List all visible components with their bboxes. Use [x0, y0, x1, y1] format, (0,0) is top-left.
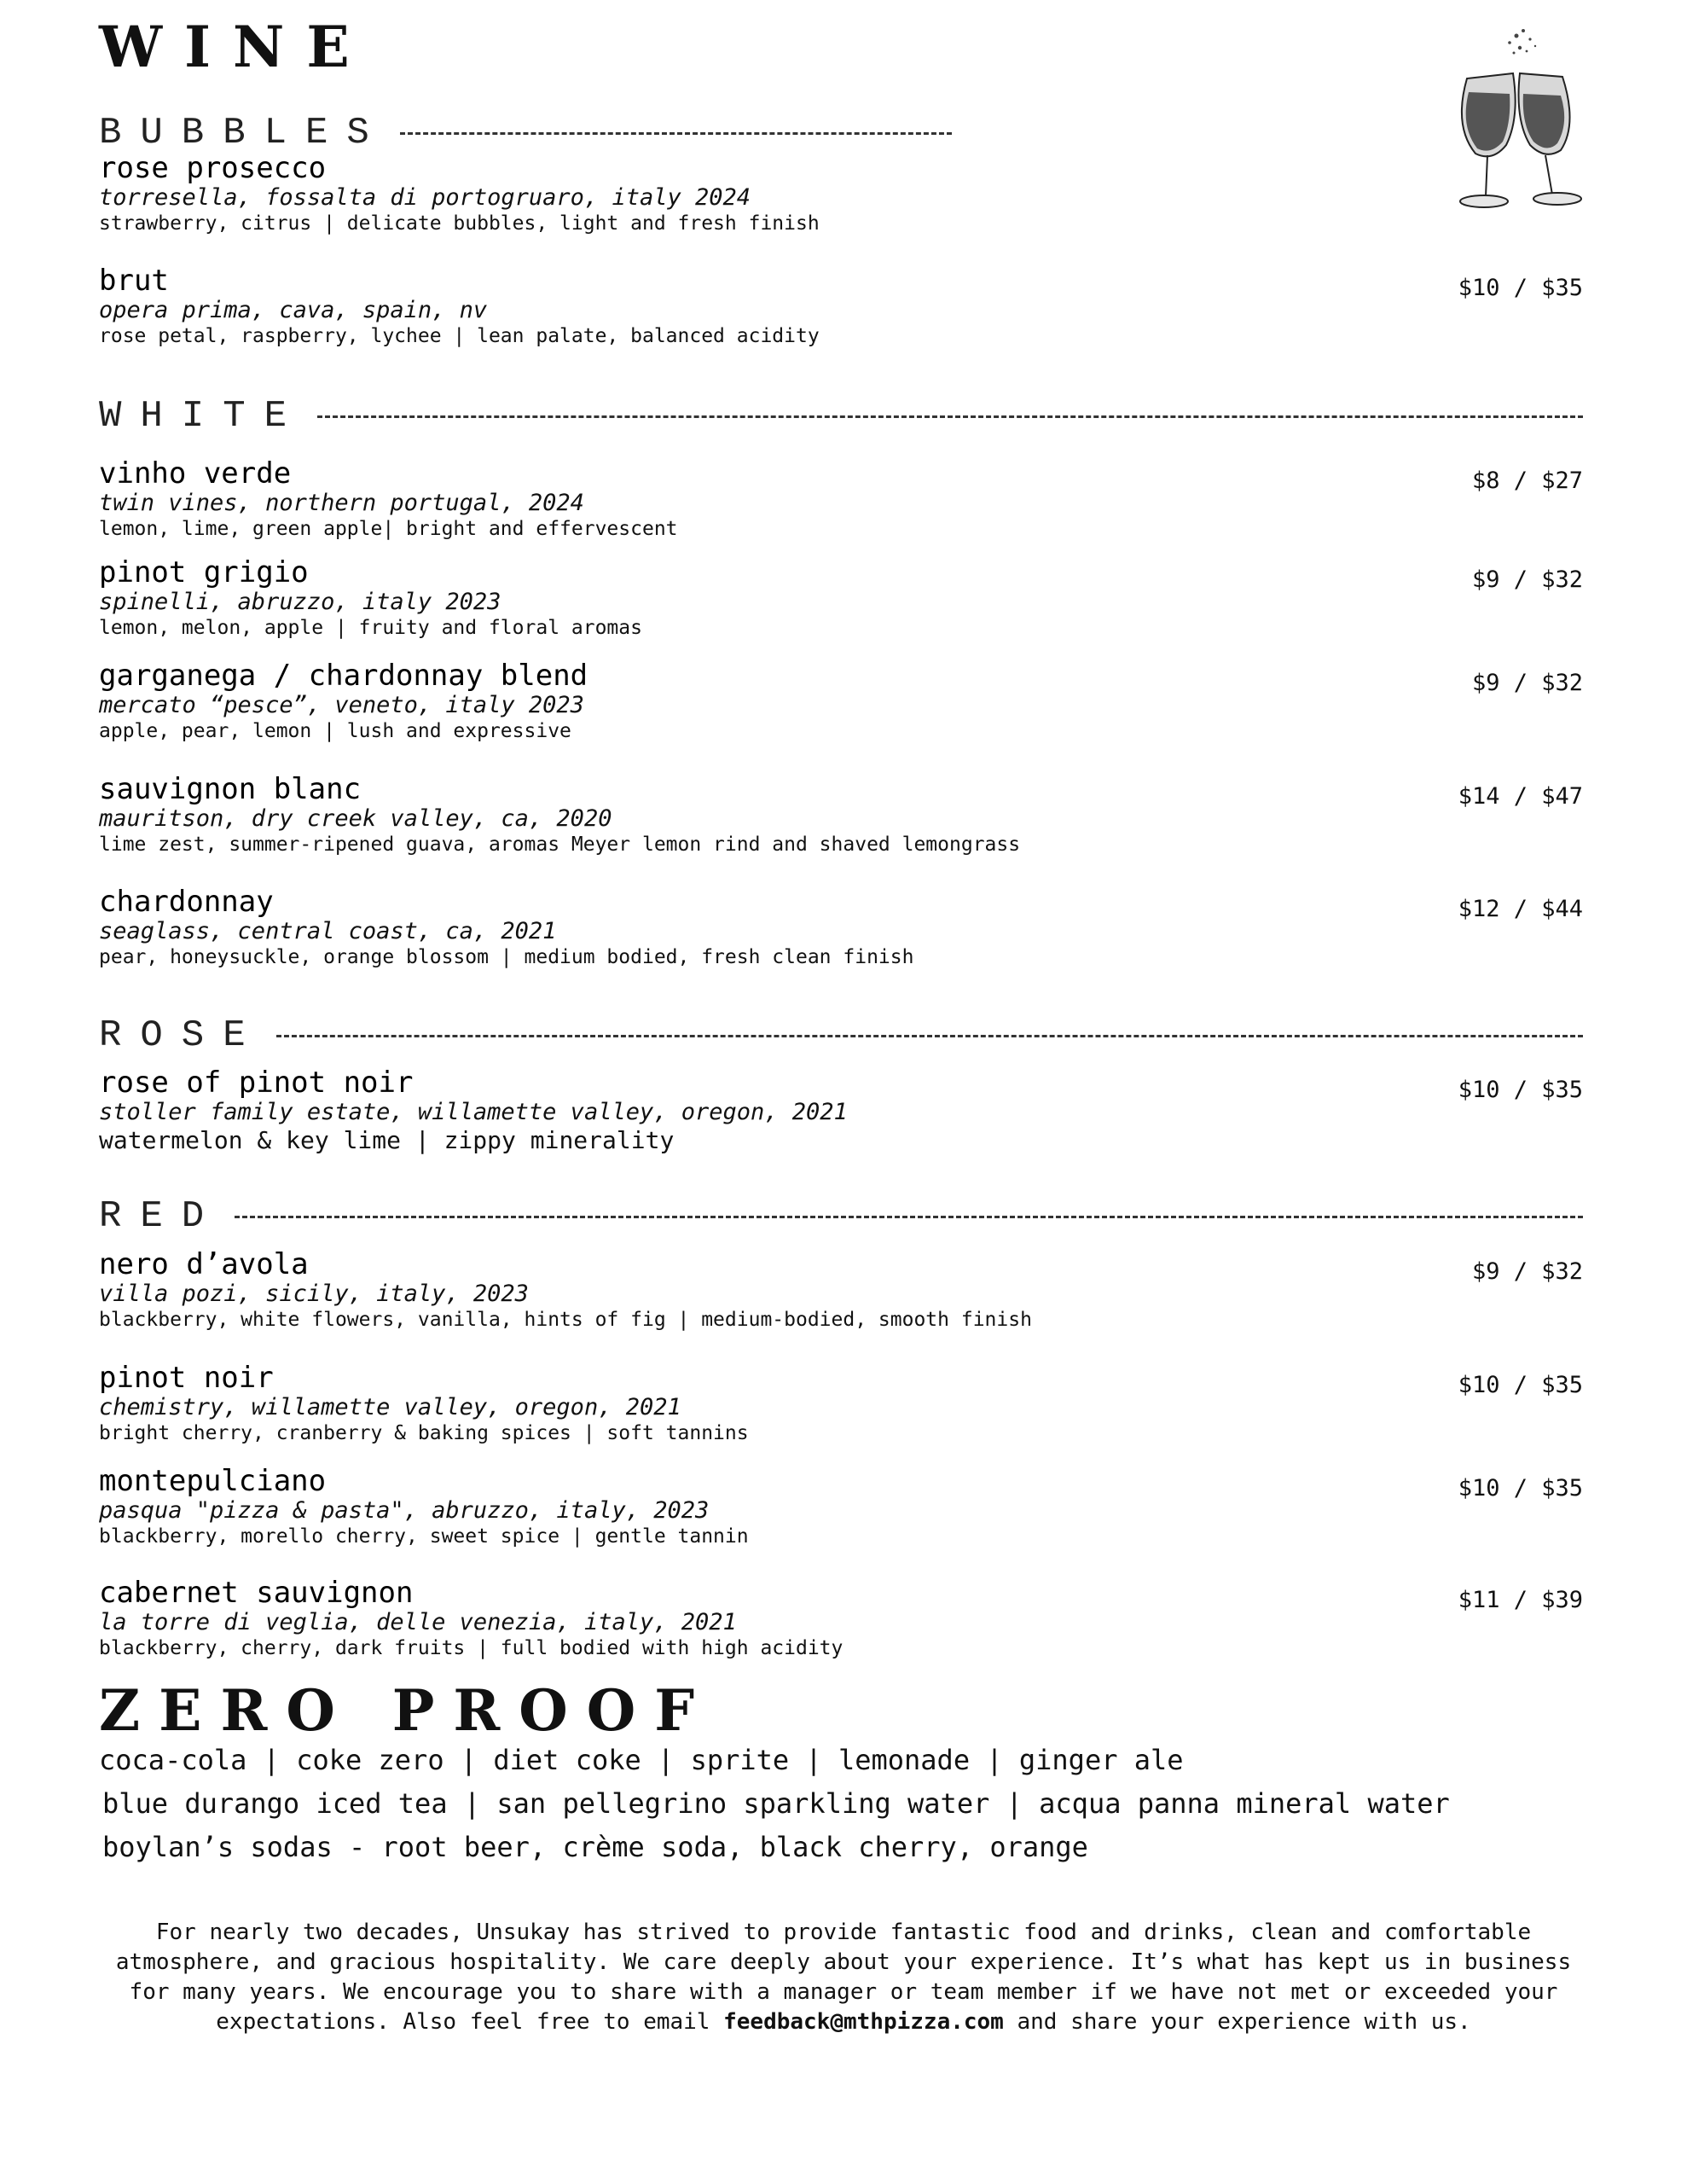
section-header-bubbles: [99, 114, 952, 152]
footer-text: For nearly two decades, Unsukay has strived to provide fantastic food and drinks, clean and comfortable atmosphere, and gracious hospitality. We care deeply about your experience. It’s what has kept us in business for many years. We encourage you to share with a manager or team member if we have not met or exceeded your expectations. Also feel free to email: [115, 1920, 1572, 2035]
wine-producer: twin vines, northern portugal, 2024: [99, 490, 584, 516]
section-title: RED: [99, 1195, 223, 1238]
wine-price: $14 / $47: [1458, 783, 1583, 810]
section-divider: [400, 132, 952, 135]
section-title: BUBBLES: [99, 112, 388, 154]
wine-price: $11 / $39: [1458, 1587, 1583, 1613]
wine-producer: opera prima, cava, spain, nv: [99, 297, 488, 323]
menu-item: [99, 886, 1583, 969]
wine-notes: strawberry, citrus | delicate bubbles, light and fresh finish: [99, 212, 820, 235]
wine-producer: seaglass, central coast, ca, 2021: [99, 918, 557, 944]
menu-item: [99, 1362, 1583, 1445]
menu-item: [99, 1066, 1583, 1155]
wine-name: pinot grigio: [99, 555, 309, 590]
section-divider: [276, 1035, 1583, 1037]
wine-price: $9 / $32: [1471, 670, 1583, 696]
wine-name: montepulciano: [99, 1464, 327, 1498]
wine-name: brut: [99, 264, 169, 298]
menu-item: [99, 556, 1583, 640]
wine-price: $10 / $35: [1458, 1475, 1583, 1502]
wine-price: $9 / $32: [1471, 1258, 1583, 1285]
wine-producer: pasqua "pizza & pasta", abruzzo, italy, 2023: [99, 1497, 710, 1524]
wine-name: nero d’avola: [99, 1247, 309, 1281]
wine-notes: bright cherry, cranberry & baking spices | soft tannins: [99, 1422, 749, 1444]
wine-producer: mercato “pesce”, veneto, italy 2023: [99, 692, 584, 718]
wine-producer: stoller family estate, willamette valley, oregon, 2021: [99, 1099, 848, 1125]
wine-name: rose of pinot noir: [99, 1066, 414, 1100]
wine-producer: spinelli, abruzzo, italy 2023: [99, 589, 501, 615]
section-title: ROSE: [99, 1014, 264, 1057]
wine-name: pinot noir: [99, 1361, 274, 1395]
footer-text-end: and share your experience with us.: [1003, 2009, 1471, 2035]
menu-item: [99, 659, 1583, 743]
wine-price: $10 / $35: [1458, 1077, 1583, 1103]
feedback-email-link[interactable]: feedback@mthpizza.com: [723, 2009, 1004, 2035]
wine-producer: torresella, fossalta di portogruaro, italy 2024: [99, 184, 751, 211]
section-title: WHITE: [99, 395, 306, 438]
menu-item: [99, 1248, 1583, 1332]
wine-notes: lemon, lime, green apple| bright and effervescent: [99, 518, 678, 540]
wine-notes: rose petal, raspberry, lychee | lean palate, balanced acidity: [99, 325, 820, 347]
wine-name: vinho verde: [99, 456, 292, 491]
wine-notes: lime zest, summer-ripened guava, aromas Meyer lemon rind and shaved lemongrass: [99, 834, 1021, 856]
wine-name: rose prosecco: [99, 151, 327, 185]
menu-item: [99, 152, 1583, 235]
section-divider: [317, 415, 1583, 418]
section-header-white: [99, 395, 1583, 438]
menu-item: [99, 264, 1583, 348]
wine-notes: blackberry, white flowers, vanilla, hints of fig | medium-bodied, smooth finish: [99, 1309, 1032, 1331]
menu-item: [99, 457, 1583, 541]
wine-producer: villa pozi, sicily, italy, 2023: [99, 1281, 529, 1307]
page-title: WINE: [99, 14, 372, 80]
wine-price: $8 / $27: [1471, 468, 1583, 494]
zero-proof-title: ZERO PROOF: [99, 1677, 714, 1744]
wine-notes: watermelon & key lime | zippy minerality: [99, 1126, 675, 1154]
wine-notes: apple, pear, lemon | lush and expressive: [99, 720, 571, 742]
wine-name: garganega / chardonnay blend: [99, 659, 588, 693]
menu-item: [99, 1577, 1583, 1660]
wine-producer: chemistry, willamette valley, oregon, 2021: [99, 1394, 681, 1420]
wine-notes: pear, honeysuckle, orange blossom | medium bodied, fresh clean finish: [99, 946, 914, 968]
wine-name: chardonnay: [99, 885, 274, 919]
wine-notes: blackberry, morello cherry, sweet spice | gentle tannin: [99, 1525, 749, 1548]
menu-item: [99, 773, 1583, 857]
wine-price: $12 / $44: [1458, 896, 1583, 922]
wine-price: $10 / $35: [1458, 275, 1583, 301]
section-header-rose: [99, 1014, 1583, 1057]
section-header-red: [99, 1195, 1583, 1238]
wine-name: cabernet sauvignon: [99, 1576, 414, 1610]
zero-proof-line: coca-cola | coke zero | diet coke | sprite | lemonade | ginger ale: [99, 1744, 1184, 1776]
wine-producer: mauritson, dry creek valley, ca, 2020: [99, 805, 612, 832]
wine-price: $10 / $35: [1458, 1372, 1583, 1398]
wine-notes: lemon, melon, apple | fruity and floral aromas: [99, 617, 642, 639]
menu-item: [99, 1465, 1583, 1548]
wine-notes: blackberry, cherry, dark fruits | full bodied with high acidity: [99, 1637, 844, 1659]
wine-producer: la torre di veglia, delle venezia, italy, 2021: [99, 1609, 737, 1635]
zero-proof-line: boylan’s sodas - root beer, crème soda, black cherry, orange: [102, 1831, 1088, 1863]
wine-price: $9 / $32: [1471, 566, 1583, 593]
footer-message: [111, 1918, 1576, 2037]
zero-proof-line: blue durango iced tea | san pellegrino sparkling water | acqua panna mineral water: [102, 1787, 1450, 1820]
section-divider: [235, 1216, 1583, 1218]
wine-name: sauvignon blanc: [99, 772, 362, 806]
